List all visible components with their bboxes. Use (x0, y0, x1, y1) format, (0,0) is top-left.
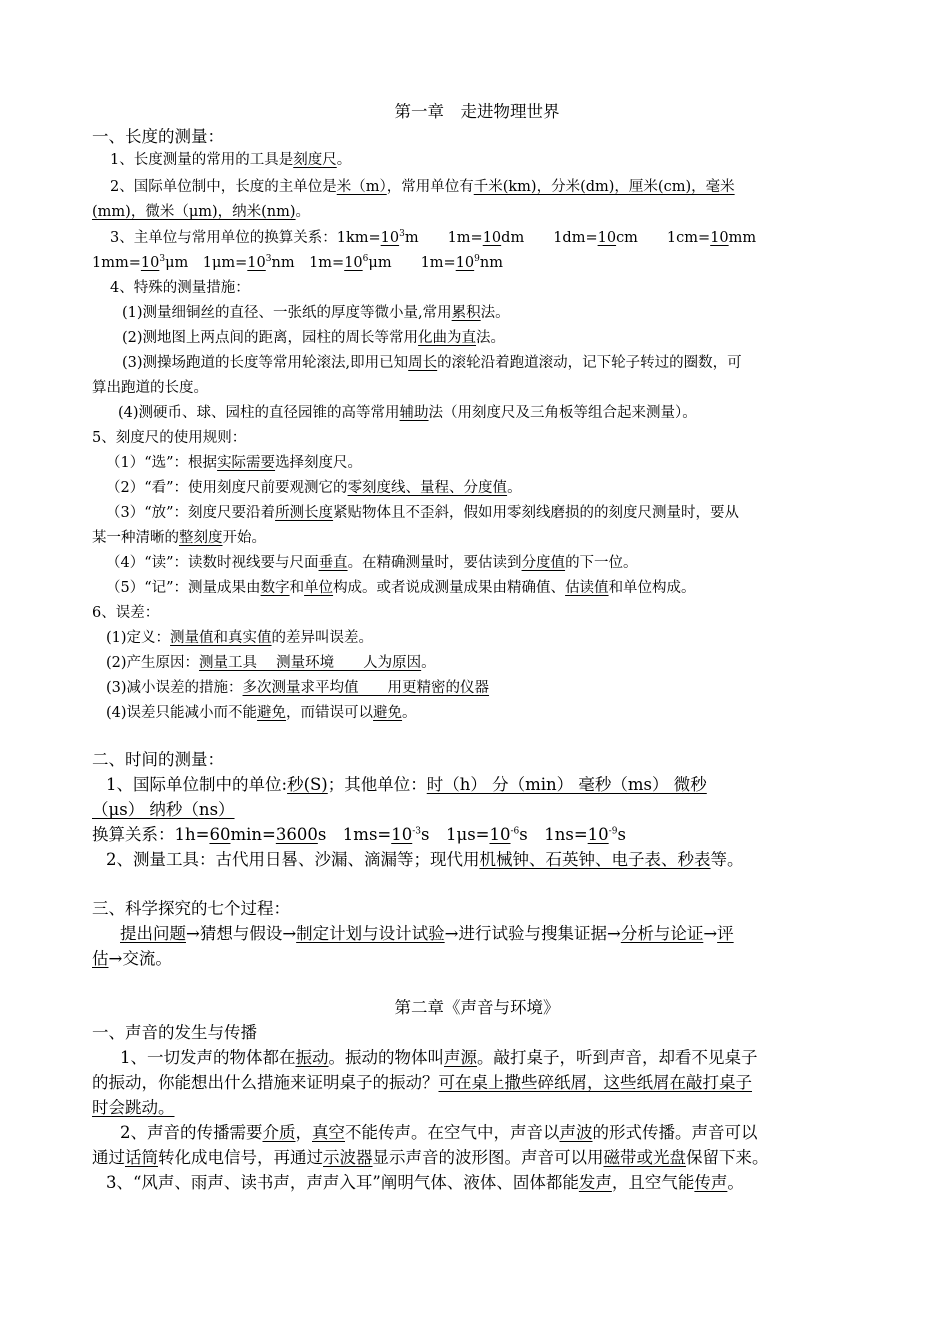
section-inquiry-heading: 三、科学探究的七个过程： (92, 899, 290, 918)
ruler-rule-read: （4）“读”：读数时视线要与尺面垂直。在精确测量时，要估读到分度值的下一位。 (106, 555, 638, 571)
sound-medium-line-2: 通过话筒转化成电信号，再通过示波器显示声音的波形图。声音可以用磁带或光盘保留下来。 (92, 1148, 769, 1167)
special-method-2: (2)测地图上两点间的距离，园柱的周长等常用化曲为直法。 (122, 330, 506, 346)
ruler-rule-select: （1）“选”：根据实际需要选择刻度尺。 (106, 455, 363, 471)
section-length-heading: 一、长度的测量： (92, 127, 224, 146)
si-unit-line: 2、国际单位制中，长度的主单位是米（m），常用单位有千米(km)，分米(dm)，厘米(cm)，毫米 (110, 179, 735, 195)
error-reduction: (3)减小误差的措施：多次测量求平均值 用更精密的仪器 (106, 680, 490, 696)
sound-proverb-line: 3、“风声、雨声、读书声，声声入耳”阐明气体、液体、固体都能发声，且空气能传声。 (106, 1173, 744, 1192)
section-time-heading: 二、时间的测量： (92, 750, 224, 769)
ruler-rule-place: （3）“放”：刻度尺要沿着所测长度紧贴物体且不歪斜，假如用零刻线磨损的的刻度尺测量时，要从 (106, 505, 740, 521)
error-vs-mistake: (4)误差只能减小而不能避免，而错误可以避免。 (106, 705, 417, 721)
ruler-rule-record: （5）“记”：测量成果由数字和单位构成。或者说成测量成果由精确值、估读值和单位构成。 (106, 580, 696, 596)
si-unit-line-cont: (mm)，微米（μm)，纳米(nm)。 (92, 204, 311, 220)
special-methods-heading: 4、特殊的测量措施： (110, 280, 250, 296)
chapter-1-title: 第一章 走进物理世界 (394, 102, 560, 121)
ruler-rule-place-cont: 某一种清晰的整刻度开始。 (92, 530, 266, 546)
sound-vibration-line: 1、一切发声的物体都在振动。振动的物体叫声源。敲打桌子，听到声音，却看不见桌子 (120, 1048, 758, 1067)
conversion-line-1: 3、主单位与常用单位的换算关系：$1km=10^3m$ 1m=10dm 1dm=10cm 1cm=10mm (110, 229, 757, 246)
time-tools-line: 2、测量工具：古代用日晷、沙漏、滴漏等；现代用机械钟、石英钟、电子表、秒表等。 (106, 850, 744, 869)
error-definition: (1)定义：测量值和真实值的差异叫误差。 (106, 630, 374, 646)
conversion-line-2: $1mm=10^3\mu m$ $1\mu m=10^3nm$ $1m=10^6\mu m$ $1m=10^9nm$ (92, 254, 503, 271)
special-method-1: (1)测量细铜丝的直径、一张纸的厚度等微小量,常用累积法。 (122, 305, 510, 321)
special-method-4: (4)测硬币、球、园柱的直径园锥的高等常用辅助法（用刻度尺及三角板等组合起来测量）。 (118, 405, 697, 421)
sound-section-heading: 一、声音的发生与传播 (92, 1023, 257, 1042)
special-method-3: (3)测操场跑道的长度等常用轮滚法,即用已知周长的滚轮沿着跑道滚动，记下轮子转过的圈数，可 (122, 355, 742, 371)
ruler-rule-look: （2）“看”：使用刻度尺前要观测它的零刻度线、量程、分度值。 (106, 480, 522, 496)
chapter-2-title: 第二章《声音与环境》 (394, 998, 560, 1017)
special-method-3-cont: 算出跑道的长度。 (92, 380, 208, 396)
sound-vibration-line-3: 时会跳动。 (92, 1098, 175, 1117)
inquiry-steps-line-cont: 估→交流。 (92, 949, 172, 968)
time-units-line: 1、国际单位制中的单位:秒(S)；其他单位：时（h） 分（min） 毫秒（ms） 微秒 (106, 775, 707, 794)
error-causes: (2)产生原因：测量工具 测量环境 人为原因。 (106, 655, 436, 671)
sound-vibration-line-2: 的振动，你能想出什么措施来证明桌子的振动？可在桌上撒些碎纸屑，这些纸屑在敲打桌子 (92, 1073, 752, 1092)
inquiry-steps-line: 提出问题→猜想与假设→制定计划与设计试验→进行试验与搜集证据→分析与论证→评 (120, 924, 734, 943)
time-units-line-cont: （μs） 纳秒（ns） (92, 800, 235, 819)
ruler-rules-heading: 5、刻度尺的使用规则： (92, 430, 247, 446)
time-conversion-line: 换算关系：1h=60min=3600s $1ms=10^{-3}s$ $1\mu s=10^{-6}s$ $1ns=10^{-9}s$ (92, 825, 626, 844)
length-tool-line: 1、长度测量的常用的工具是刻度尺。 (110, 152, 352, 168)
error-heading: 6、误差： (92, 605, 160, 621)
sound-medium-line: 2、声音的传播需要介质，真空不能传声。在空气中，声音以声波的形式传播。声音可以 (120, 1123, 758, 1142)
